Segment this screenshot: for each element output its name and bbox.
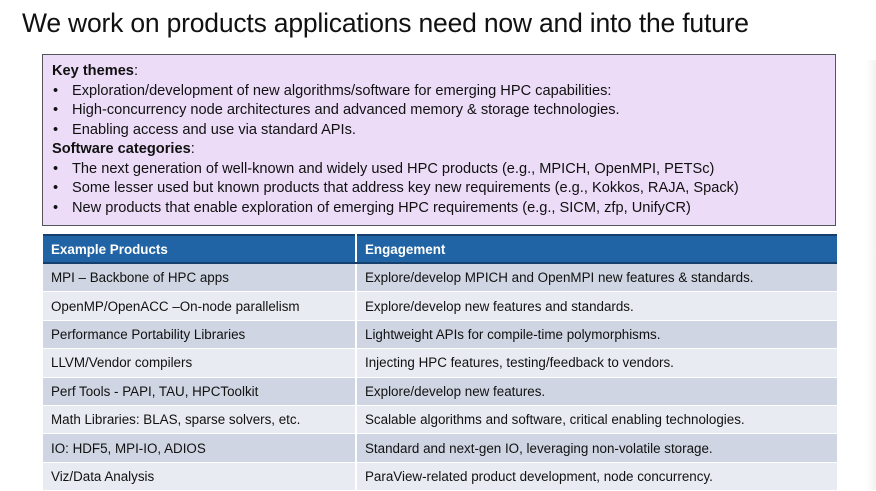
software-category-text: Some lesser used but known products that address key new requirements (e.g., Kokkos, RAJA, Spack) (72, 180, 739, 196)
key-themes-heading (52, 62, 827, 82)
bullet-glyph: • (53, 121, 59, 138)
key-theme-text: High-concurrency node architectures and advanced memory & storage technologies. (72, 102, 620, 118)
table-header-row (43, 235, 837, 263)
table-row (43, 405, 837, 433)
software-category-item (52, 160, 827, 180)
product-cell: IO: HDF5, MPI-IO, ADIOS (43, 434, 356, 462)
key-themes-heading-colon: : (133, 63, 138, 79)
table-row (43, 349, 837, 377)
engagement-cell: Lightweight APIs for compile-time polymorphisms. (356, 320, 837, 348)
bullet-glyph: • (53, 160, 59, 177)
products-table (43, 234, 837, 491)
table-row (43, 263, 837, 292)
product-cell: LLVM/Vendor compilers (43, 349, 356, 377)
key-theme-item (52, 101, 827, 121)
engagement-cell: Explore/develop new features and standards. (356, 292, 837, 320)
key-theme-item (52, 82, 827, 102)
key-themes-box (42, 54, 836, 226)
column-header-engagement: Engagement (356, 235, 837, 263)
software-categories-heading-colon: : (190, 141, 195, 157)
slide-edge-shadow (866, 60, 876, 490)
engagement-cell: Explore/develop MPICH and OpenMPI new features & standards. (356, 263, 837, 292)
table-row (43, 462, 837, 490)
key-theme-item (52, 121, 827, 141)
engagement-cell: ParaView-related product development, node concurrency. (356, 462, 837, 490)
software-categories-list (52, 160, 827, 219)
product-cell: Performance Portability Libraries (43, 320, 356, 348)
software-category-item (52, 199, 827, 219)
table-row (43, 292, 837, 320)
table-row (43, 434, 837, 462)
key-theme-text: Exploration/development of new algorithms/software for emerging HPC capabilities: (72, 82, 612, 99)
slide-title: We work on products applications need now and into the future (22, 8, 749, 38)
key-themes-list (52, 82, 827, 141)
bullet-glyph: • (53, 102, 59, 118)
software-category-text: New products that enable exploration of emerging HPC requirements (e.g., SICM, zfp, UnifyCR) (72, 199, 691, 216)
software-category-item (52, 179, 827, 199)
software-category-text: The next generation of well-known and widely used HPC products (e.g., MPICH, OpenMPI, PETSc) (72, 160, 715, 177)
column-header-example-products: Example Products (43, 235, 356, 263)
engagement-cell: Injecting HPC features, testing/feedback to vendors. (356, 349, 837, 377)
software-categories-heading (52, 140, 827, 160)
product-cell: MPI – Backbone of HPC apps (43, 263, 356, 292)
bullet-glyph: • (53, 199, 59, 216)
bullet-glyph: • (53, 82, 59, 99)
key-themes-heading-text: Key themes (52, 63, 134, 79)
engagement-cell: Scalable algorithms and software, critical enabling technologies. (356, 405, 837, 433)
table-row (43, 320, 837, 348)
engagement-cell: Standard and next-gen IO, leveraging non-volatile storage. (356, 434, 837, 462)
table-row (43, 377, 837, 405)
product-cell: Perf Tools - PAPI, TAU, HPCToolkit (43, 377, 356, 405)
engagement-cell: Explore/develop new features. (356, 377, 837, 405)
product-cell: Math Libraries: BLAS, sparse solvers, etc. (43, 405, 356, 433)
software-categories-heading-text: Software categories (52, 141, 191, 157)
product-cell: Viz/Data Analysis (43, 462, 356, 490)
key-theme-text: Enabling access and use via standard APIs. (72, 121, 356, 138)
product-cell: OpenMP/OpenACC –On-node parallelism (43, 292, 356, 320)
bullet-glyph: • (53, 180, 59, 196)
